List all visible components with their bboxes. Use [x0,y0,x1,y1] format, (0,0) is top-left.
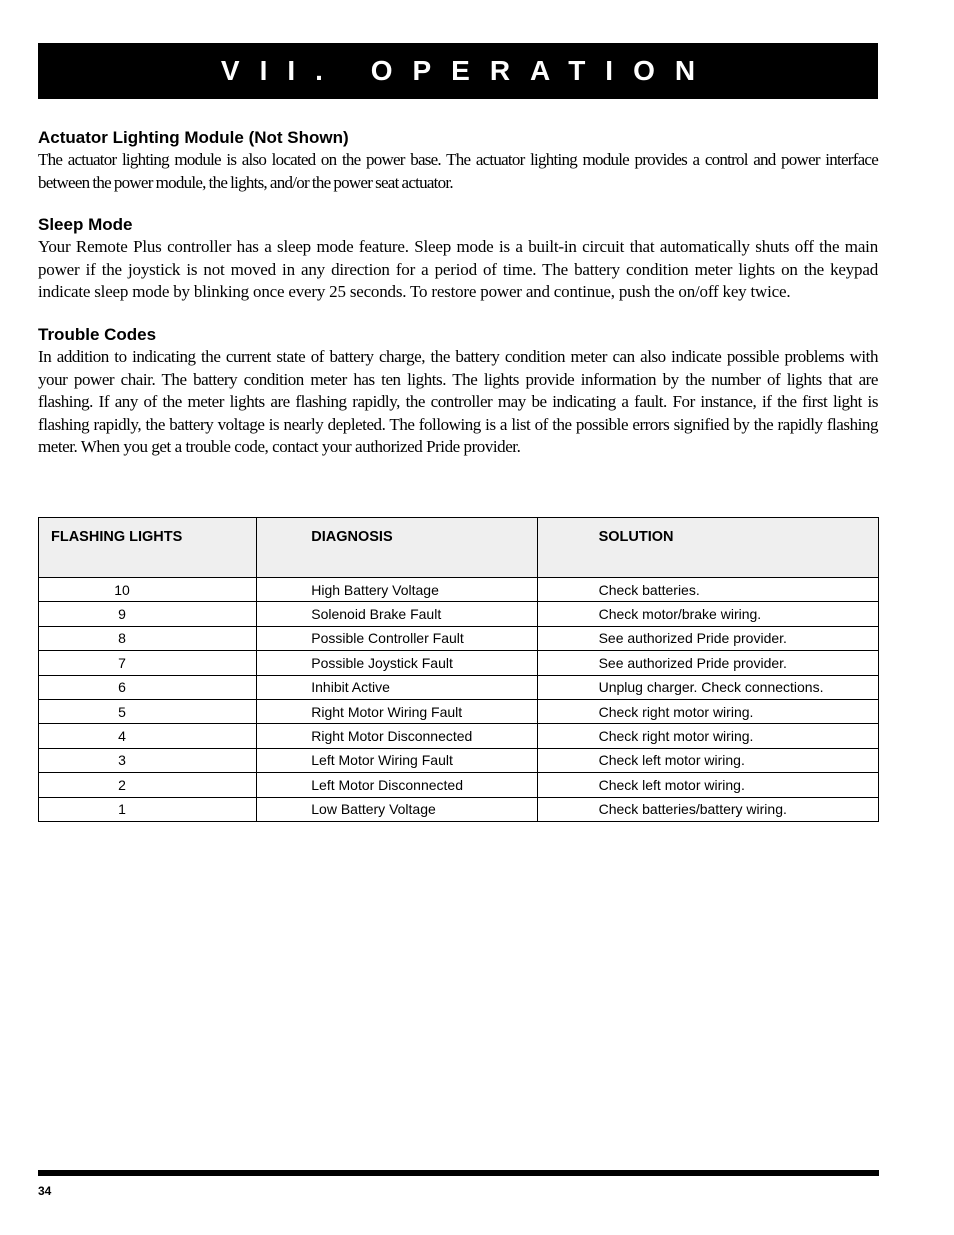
table-header-row [39,518,879,578]
section-sleep-mode [38,214,878,304]
solution-cell: Check left motor wiring. [537,748,878,772]
footer-rule [38,1170,879,1176]
table-row [39,578,879,602]
trouble-codes-table [38,517,879,822]
table-row [39,651,879,675]
diagnosis-cell: Left Motor Disconnected [257,773,537,797]
flashing-lights-value: 6 [118,679,126,696]
table-row [39,748,879,772]
flashing-lights-cell [39,602,257,626]
diagnosis-cell: Inhibit Active [257,675,537,699]
solution-cell: Check right motor wiring. [537,724,878,748]
table-row [39,773,879,797]
header-diagnosis: DIAGNOSIS [257,518,537,578]
flashing-lights-value: 9 [118,606,126,623]
diagnosis-cell: Left Motor Wiring Fault [257,748,537,772]
solution-cell: See authorized Pride provider. [537,651,878,675]
flashing-lights-cell [39,699,257,723]
section-heading: Sleep Mode [38,215,133,235]
flashing-lights-cell [39,748,257,772]
diagnosis-cell: Right Motor Wiring Fault [257,699,537,723]
flashing-lights-value: 8 [118,630,126,647]
flashing-lights-value: 1 [118,801,126,818]
section-body: Your Remote Plus controller has a sleep mode feature. Sleep mode is a built-in circuit that automatically shuts off the main power if the joystick is not moved in any direction for a period of time. The battery condition meter lights on the keypad indicate sleep mode by blinking once every 25 seconds. To restore power and continue, push the on/off key twice. [38,237,878,302]
main-content [38,127,878,479]
flashing-lights-value: 3 [118,752,126,769]
table-row [39,724,879,748]
chapter-banner [38,43,878,99]
diagnosis-cell: Solenoid Brake Fault [257,602,537,626]
flashing-lights-cell [39,724,257,748]
solution-cell: Check batteries/battery wiring. [537,797,878,821]
solution-cell: Check right motor wiring. [537,699,878,723]
diagnosis-cell: Possible Controller Fault [257,626,537,650]
flashing-lights-value: 5 [118,703,126,720]
solution-cell: Check batteries. [537,578,878,602]
diagnosis-cell: High Battery Voltage [257,578,537,602]
section-trouble-codes [38,324,878,459]
table-row [39,602,879,626]
flashing-lights-value: 10 [114,581,130,598]
page-number: 34 [38,1184,52,1198]
section-body: In addition to indicating the current state of battery charge, the battery condition meter can also indicate possible problems with your power chair. The battery condition meter has ten lights. The lights provide information by the number of lights that are flashing. If any of the meter lights are flashing rapidly, the controller may be indicating a fault. For instance, if the first light is flashing rapidly, the battery voltage is nearly depleted. The following is a list of the possible errors signified by the rapidly flashing meter. When you get a trouble code, contact your authorized Pride provider. [38,346,878,457]
diagnosis-cell: Possible Joystick Fault [257,651,537,675]
diagnosis-cell: Low Battery Voltage [257,797,537,821]
flashing-lights-value: 2 [118,776,126,793]
table-row [39,675,879,699]
diagnosis-cell: Right Motor Disconnected [257,724,537,748]
solution-cell: See authorized Pride provider. [537,626,878,650]
flashing-lights-cell [39,626,257,650]
solution-cell: Check left motor wiring. [537,773,878,797]
header-solution: SOLUTION [537,518,878,578]
flashing-lights-cell [39,578,257,602]
solution-cell: Check motor/brake wiring. [537,602,878,626]
section-heading: Actuator Lighting Module (Not Shown) [38,128,349,147]
section-body: The actuator lighting module is also located on the power base. The actuator lighting module provides a control and power interface between the power module, the lights, and/or the power seat actuator. [38,150,878,192]
flashing-lights-cell [39,651,257,675]
flashing-lights-cell [39,675,257,699]
section-heading: Trouble Codes [38,324,157,344]
flashing-lights-value: 4 [118,728,126,745]
table-row [39,797,879,821]
flashing-lights-value: 7 [118,654,126,671]
flashing-lights-cell [39,773,257,797]
table-row [39,699,879,723]
solution-cell: Unplug charger. Check connections. [537,675,878,699]
chapter-title: VII. OPERATION [220,55,716,86]
section-actuator-lighting-module [38,127,878,194]
table-row [39,626,879,650]
flashing-lights-cell [39,797,257,821]
header-flashing-lights: FLASHING LIGHTS [39,518,257,578]
